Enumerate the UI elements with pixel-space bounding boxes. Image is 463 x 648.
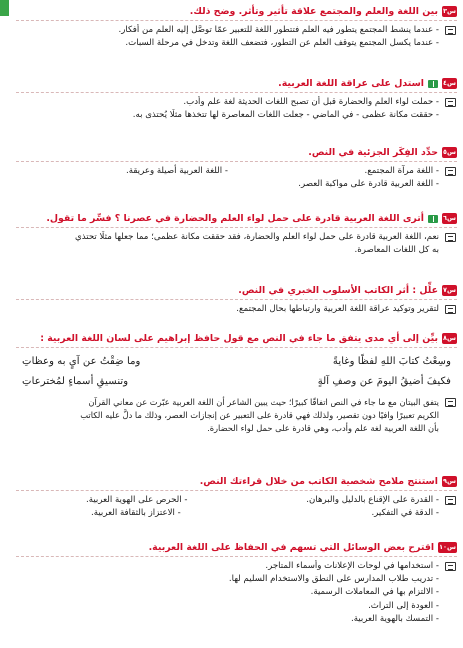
book-icon [428, 80, 438, 88]
question-number-badge: س٦ [443, 214, 456, 222]
answer-icon [445, 305, 456, 314]
question-title: بين اللغة والعلم والمجتمع علاقة تأثير وتأثر. وضح ذلك. [189, 6, 438, 17]
verse-hemistich: وتنسيقِ أسماءٍ لمُخترعاتِ [22, 376, 129, 387]
question-10 [16, 540, 457, 626]
answer-line: الكريم تعبيرًا وافيًا دون تقصير، ولذلك فهي قادرة على التعبير عن إنجازات العصر، وذلك ما دلَّ عليه الكاتب [80, 410, 439, 421]
answer-block [16, 231, 457, 257]
answer-line: - حققت مكانة عظمى - في الماضي - جعلت اللغات المعاصرة لها تتخذها مثلًا يُحتذى به. [132, 110, 439, 121]
answer-line: - استخدامها في لوحات الإعلانات وأسماء المتاجر. [265, 561, 439, 571]
question-3 [16, 4, 457, 50]
answer-block [16, 96, 457, 122]
answer-row [16, 494, 439, 507]
poem-verse [16, 354, 457, 370]
question-heading [16, 211, 457, 228]
question-number-badge: س٨ [443, 334, 456, 342]
question-heading [16, 331, 457, 348]
answer-icon [445, 167, 456, 176]
answer-item: - اللغة العربية أصيلة وعريقة. [126, 166, 228, 176]
question-heading [16, 145, 457, 162]
question-title: استدل على عراقة اللغة العربية. [278, 78, 424, 89]
answer-line: - العودة إلى التراث. [368, 600, 439, 611]
answer-block [16, 303, 457, 316]
question-number-badge: س٩ [443, 477, 456, 485]
question-9 [16, 474, 457, 520]
question-heading [16, 540, 457, 557]
verse-hemistich: فكيفَ أضيقُ اليومَ عن وصفِ آلةٍ [317, 376, 451, 387]
poem [16, 354, 457, 390]
corner-tab [0, 0, 9, 16]
verse-hemistich: وما ضِقْتُ عن آيٍ به وعظاتِ [22, 356, 141, 367]
answer-line: - عندما يكسل المجتمع يتوقف العلم عن التطور، فتضعف اللغة وتدخل في مرحلة السبات. [125, 38, 439, 49]
answer-line: - عندما ينشط المجتمع يتطور فيه العلم فتتطور اللغة للتعبير عمّا توصَّل إليه العلم من أفكار. [118, 25, 439, 35]
answer-icon [445, 26, 456, 35]
answer-line: - اللغة العربية قادرة على مواكبة العصر. [298, 179, 439, 190]
question-title: حدِّد الفِكَر الجزئية في النص. [308, 147, 438, 158]
question-heading [16, 283, 457, 300]
question-7 [16, 283, 457, 316]
answer-line: - تدريب طلاب المدارس على النطق والاستخدام السليم لها. [228, 574, 439, 585]
answer-line: يتفق البيتان مع ما جاء في النص اتفاقًا كبيرًا؛ حيث يبين الشاعر أن اللغة العربية عبّرت عن معاني القرآن [88, 397, 439, 407]
worksheet-page [10, 0, 463, 648]
answer-line: - حملت لواء العلم والحضارة قبل أن تصبح اللغات الحديثة لغة علم وأدب. [183, 97, 439, 107]
answer-block [16, 560, 457, 626]
answer-block [16, 396, 457, 436]
answer-icon [445, 398, 456, 407]
answer-line: - التمسك بالهوية العربية. [350, 613, 439, 624]
answer-icon [445, 233, 456, 242]
answer-item: - الحرص على الهوية العربية. [86, 495, 188, 505]
answer-icon [445, 98, 456, 107]
question-number-badge: س٤ [443, 79, 456, 87]
question-number-badge: س٥ [443, 148, 456, 156]
question-4 [16, 76, 457, 122]
answer-item: - الاعتزاز بالثقافة العربية. [91, 508, 181, 519]
question-number-badge: س١٠ [439, 543, 456, 551]
answer-line: لتقرير وتوكيد عراقة اللغة العربية وارتباطها بحال المجتمع. [236, 304, 439, 314]
question-number-badge: س٧ [443, 286, 456, 294]
answer-icon [445, 562, 456, 571]
answer-item: - القدرة على الإقناع بالدليل والبرهان. [306, 495, 439, 505]
question-heading [16, 4, 457, 21]
answer-line: به كل اللغات المعاصرة. [354, 245, 439, 256]
question-title: بيِّن إلى أي مدى يتفق ما جاء في النص مع قول حافظ إبراهيم على لسان اللغة العربية : [40, 333, 438, 344]
answer-item: - اللغة مرآة المجتمع. [364, 166, 439, 176]
question-title: علِّل : أثر الكاتب الأسلوب الخبري في النص. [238, 285, 438, 296]
question-5 [16, 145, 457, 191]
question-title: أترى اللغة العربية قادرة على حمل لواء العلم والحضارة في عصرنا ؟ فسِّر ما تقول. [46, 213, 424, 224]
question-6 [16, 211, 457, 257]
answer-row [16, 507, 439, 520]
answer-line: نعم، اللغة العربية قادرة على حمل لواء العلم والحضارة، فقد حققت مكانة عظمى؛ مما جعلها مثلًا تحتذي [75, 232, 439, 242]
question-heading [16, 474, 457, 491]
question-title: اقترح بعض الوسائل التي تسهم في الحفاظ على اللغة العربية. [148, 542, 435, 553]
verse-hemistich: وسِعْتُ كتابَ اللهِ لفظًا وغايةً [332, 356, 451, 367]
answer-block [16, 24, 457, 50]
answer-icon [445, 496, 456, 505]
answer-item: - الدقة في التفكير. [371, 508, 439, 519]
question-title: استنتج ملامح شخصية الكاتب من خلال قراءتك النص. [199, 476, 438, 487]
question-number-badge: س٣ [443, 7, 456, 15]
question-8 [16, 331, 457, 436]
answer-line: بأن اللغة العربية لغة علم وأدب، وهي قادرة على حمل لواء الحضارة. [207, 423, 439, 434]
answer-block [16, 494, 457, 520]
answer-row [16, 165, 439, 178]
book-icon [428, 215, 438, 223]
answer-block [16, 165, 457, 191]
answer-line: - الالتزام بها في المعاملات الرسمية. [310, 587, 439, 598]
poem-verse [16, 374, 457, 390]
question-heading [16, 76, 457, 93]
